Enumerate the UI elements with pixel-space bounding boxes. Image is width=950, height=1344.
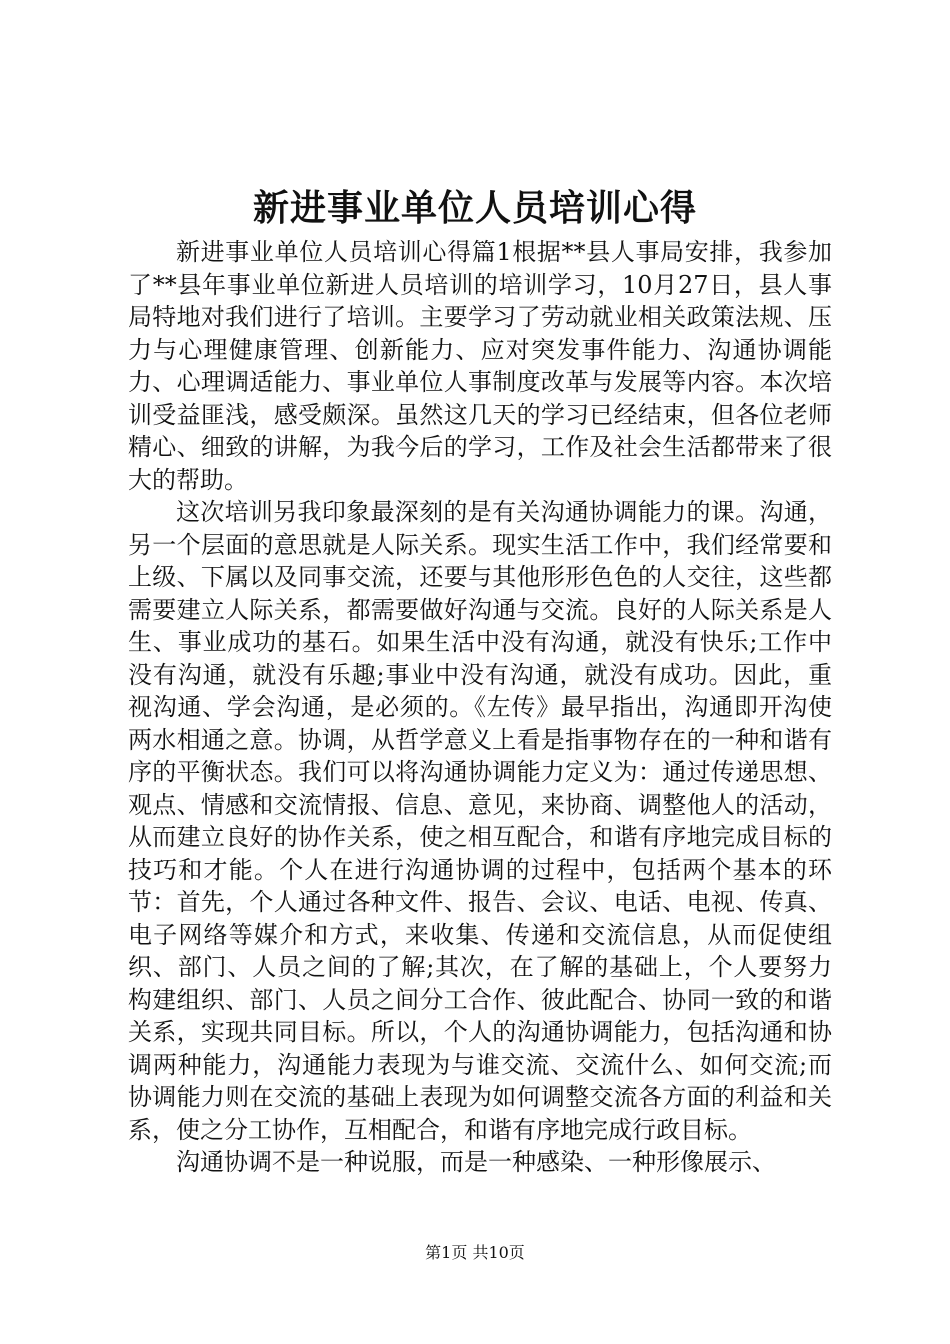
paragraph: 沟通协调不是一种说服，而是一种感染、一种形像展示、 (176, 1148, 776, 1176)
document-title: 新进事业单位人员培训心得 (252, 187, 697, 230)
document-body (128, 236, 832, 1179)
paragraph: 新进事业单位人员培训心得篇1根据**县人事局安排，我参加了**县年事业单位新进人员培训的培训学习，10月27日，县人事局特地对我们进行了培训。主要学习了劳动就业相关政策法规、压力与心理健康管理、创新能力、应对突发事件能力、沟通协调能力、心理调适能力、事业单位人事制度改革与发展等内容。本次培训受益匪浅，感受颇深。虽然这几天的学习已经结束，但各位老师精心、细致的讲解，为我今后的学习，工作及社会生活都带来了很大的帮助。 (128, 238, 832, 494)
page-footer: 第1页 共10页 (425, 1243, 525, 1262)
paragraph: 这次培训另我印象最深刻的是有关沟通协调能力的课。沟通，另一个层面的意思就是人际关系。现实生活工作中，我们经常要和上级、下属以及同事交流，还要与其他形形色色的人交往，这些都需要建立人际关系，都需要做好沟通与交流。良好的人际关系是人生、事业成功的基石。如果生活中没有沟通，就没有快乐;工作中没有沟通，就没有乐趣;事业中没有沟通，就没有成功。因此，重视沟通、学会沟通，是必须的。《左传》最早指出，沟通即开沟使两水相通之意。协调，从哲学意义上看是指事物存在的一种和谐有序的平衡状态。我们可以将沟通协调能力定义为：通过传递思想、观点、情感和交流情报、信息、意见，来协商、调整他人的活动，从而建立良好的协作关系，使之相互配合，和谐有序地完成目标的技巧和才能。个人在进行沟通协调的过程中，包括两个基本的环节：首先，个人通过各种文件、报告、会议、电话、电视、传真、电子网络等媒介和方式，来收集、传递和交流信息，从而促使组织、部门、人员之间的了解;其次，在了解的基础上，个人要努力构建组织、部门、人员之间分工合作、彼此配合、协同一致的和谐关系，实现共同目标。所以，个人的沟通协调能力，包括沟通和协调两种能力，沟通能力表现为与谁交流、交流什么、如何交流;而协调能力则在交流的基础上表现为如何调整交流各方面的利益和关系，使之分工协作，互相配合，和谐有序地完成行政目标。 (128, 498, 832, 1144)
